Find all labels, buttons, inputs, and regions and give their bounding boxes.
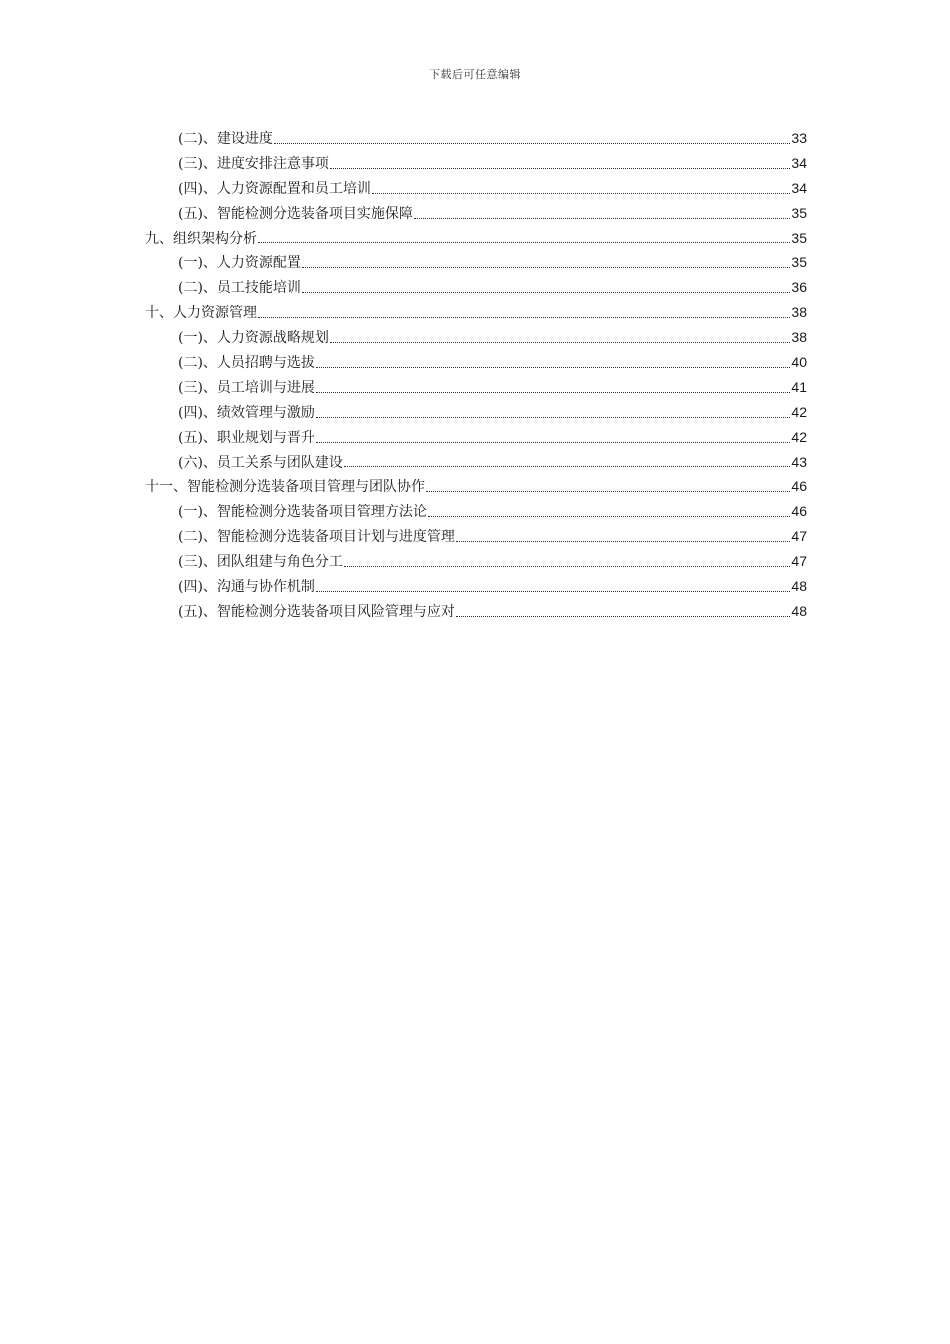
toc-entry[interactable]: [145, 574, 807, 599]
table-of-contents: [145, 126, 807, 624]
toc-entry-title: (三)、进度安排注意事项: [178, 155, 329, 172]
toc-leader-dots: [316, 366, 790, 368]
toc-entry-title: 九、组织架构分析: [145, 230, 257, 247]
toc-entry[interactable]: [145, 300, 807, 325]
toc-entry-title: (四)、沟通与协作机制: [178, 579, 315, 596]
toc-entry-title: (六)、员工关系与团队建设: [178, 454, 343, 471]
toc-entry-page-number: 47: [791, 553, 807, 570]
toc-entry[interactable]: [145, 250, 807, 275]
toc-leader-dots: [258, 316, 790, 318]
toc-entry[interactable]: [145, 176, 807, 201]
toc-entry-page-number: 35: [791, 254, 807, 271]
toc-leader-dots: [316, 391, 790, 393]
toc-entry-page-number: 46: [791, 478, 807, 495]
toc-entry-title: (五)、职业规划与晋升: [178, 429, 315, 446]
toc-entry-title: 十一、智能检测分选装备项目管理与团队协作: [145, 479, 425, 496]
toc-leader-dots: [316, 441, 790, 443]
toc-leader-dots: [258, 241, 790, 243]
toc-entry[interactable]: [145, 275, 807, 300]
toc-entry-page-number: 48: [791, 602, 807, 619]
toc-entry-title: (一)、智能检测分选装备项目管理方法论: [178, 504, 427, 521]
toc-entry[interactable]: [145, 425, 807, 450]
toc-entry[interactable]: [145, 226, 807, 251]
toc-entry[interactable]: [145, 474, 807, 499]
toc-entry-page-number: 33: [791, 130, 807, 146]
toc-entry[interactable]: [145, 450, 807, 475]
toc-entry-title: (四)、绩效管理与激励: [178, 404, 315, 421]
toc-leader-dots: [456, 540, 790, 542]
toc-leader-dots: [414, 217, 790, 219]
toc-entry-page-number: 36: [791, 279, 807, 296]
toc-leader-dots: [330, 341, 790, 343]
toc-leader-dots: [372, 192, 790, 194]
toc-entry-page-number: 48: [791, 578, 807, 595]
toc-entry-page-number: 42: [791, 428, 807, 445]
toc-entry[interactable]: [145, 201, 807, 226]
toc-entry-page-number: 47: [791, 528, 807, 545]
toc-entry[interactable]: [145, 350, 807, 375]
toc-entry[interactable]: [145, 375, 807, 400]
toc-entry-page-number: 35: [791, 229, 807, 246]
toc-entry-page-number: 34: [791, 179, 807, 196]
toc-entry-title: (一)、人力资源配置: [178, 255, 301, 272]
toc-entry-title: (五)、智能检测分选装备项目风险管理与应对: [178, 603, 455, 620]
toc-leader-dots: [274, 142, 790, 144]
toc-entry[interactable]: [145, 549, 807, 574]
toc-entry-page-number: 34: [791, 154, 807, 171]
toc-entry-page-number: 42: [791, 403, 807, 420]
toc-entry[interactable]: [145, 126, 807, 151]
toc-leader-dots: [426, 490, 790, 492]
toc-entry-page-number: 40: [791, 354, 807, 371]
toc-entry-title: (四)、人力资源配置和员工培训: [178, 180, 371, 197]
toc-entry-title: (三)、团队组建与角色分工: [178, 554, 343, 571]
toc-entry[interactable]: [145, 151, 807, 176]
toc-entry[interactable]: [145, 599, 807, 624]
toc-leader-dots: [330, 167, 790, 169]
toc-entry[interactable]: [145, 524, 807, 549]
toc-entry-title: 十、人力资源管理: [145, 305, 257, 322]
toc-entry-page-number: 41: [791, 378, 807, 395]
toc-leader-dots: [302, 266, 790, 268]
toc-leader-dots: [302, 291, 790, 293]
toc-entry-title: (二)、建设进度: [178, 131, 273, 147]
toc-leader-dots: [316, 416, 790, 418]
toc-entry-title: (二)、人员招聘与选拔: [178, 355, 315, 372]
toc-entry-page-number: 38: [791, 329, 807, 346]
toc-entry-title: (二)、员工技能培训: [178, 280, 301, 297]
toc-leader-dots: [316, 590, 790, 592]
toc-entry-page-number: 43: [791, 453, 807, 470]
toc-entry-page-number: 38: [791, 304, 807, 321]
toc-entry-title: (三)、员工培训与进展: [178, 379, 315, 396]
toc-leader-dots: [344, 565, 790, 567]
toc-entry-page-number: 46: [791, 503, 807, 520]
toc-leader-dots: [344, 465, 790, 467]
toc-leader-dots: [456, 615, 790, 617]
page-header: 下载后可任意编辑: [429, 68, 521, 81]
toc-entry-page-number: 35: [791, 204, 807, 221]
toc-entry[interactable]: [145, 400, 807, 425]
toc-leader-dots: [428, 515, 790, 517]
toc-entry-title: (二)、智能检测分选装备项目计划与进度管理: [178, 529, 455, 546]
toc-entry[interactable]: [145, 499, 807, 524]
toc-entry-title: (一)、人力资源战略规划: [178, 330, 329, 347]
toc-entry-title: (五)、智能检测分选装备项目实施保障: [178, 205, 413, 222]
toc-entry[interactable]: [145, 325, 807, 350]
